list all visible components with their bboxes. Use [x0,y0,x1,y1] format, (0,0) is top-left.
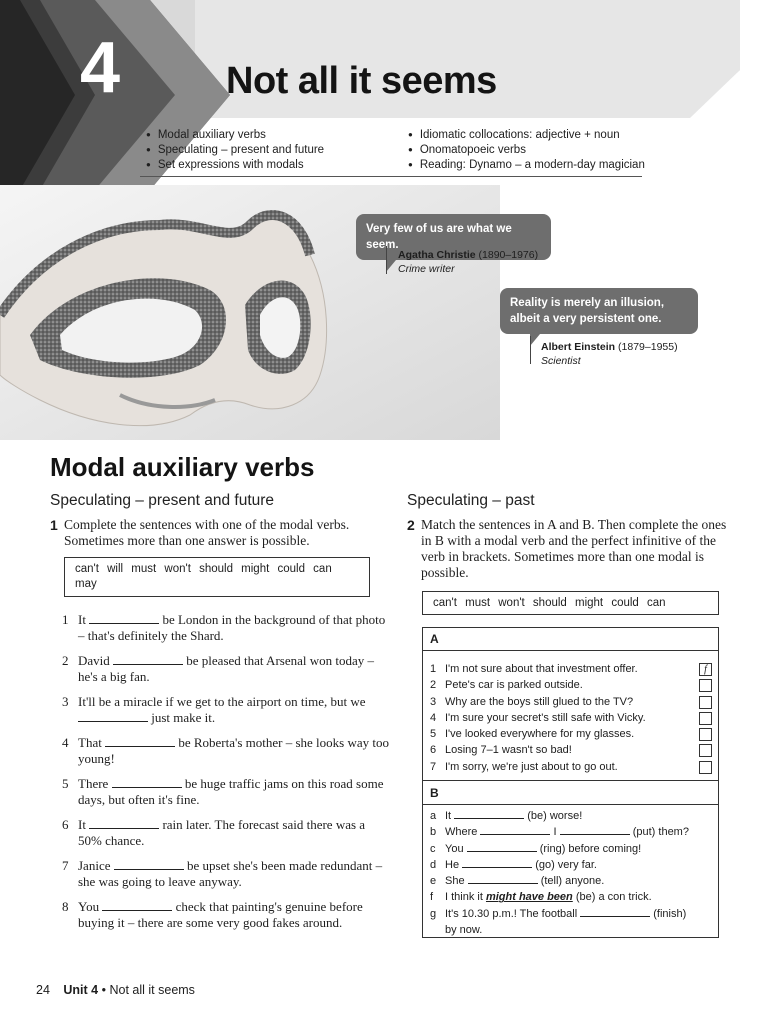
item-text: It [445,810,452,822]
answer-blank[interactable] [114,858,184,870]
answer-blank[interactable] [580,906,650,917]
item-number: 2 [62,653,69,668]
author-years: (1879–1955) [618,341,678,353]
item-number: 3 [62,694,69,709]
item-letter: b [430,826,437,839]
item-text: by now. [445,924,483,937]
table-divider [423,650,718,651]
list-item [62,776,392,808]
list-item [430,889,712,905]
answer-blank[interactable] [480,824,550,835]
table-divider [423,780,718,781]
exercise-number: 1 [50,517,58,533]
answer-checkbox[interactable] [699,679,712,692]
part-a-list [430,661,712,775]
item-number: 4 [430,711,437,724]
list-item [430,906,712,939]
item-text: rain later. The forecast said there was a 50% chance. [78,817,366,848]
topic-item: ● Idiomatic collocations: adjective + noun [408,128,645,143]
list-item [62,899,392,931]
exercise-number: 2 [407,517,415,533]
item-text: I'm sure your secret's still safe with Vicky. [445,711,646,724]
list-item [430,726,712,742]
item-text: There [78,776,109,791]
item-number: 4 [62,735,69,750]
item-number: 2 [430,679,437,692]
part-b-list [430,808,712,938]
answer-blank[interactable] [105,735,175,747]
item-text: It [78,612,86,627]
item-text: (ring) before coming! [539,842,642,855]
item-number: 1 [430,663,437,675]
topics-right-list [408,128,645,173]
item-text: It [78,817,86,832]
answer-blank[interactable] [89,612,159,624]
item-text: Janice [78,858,111,873]
item-text: (tell) anyone. [540,875,605,888]
footer-title: Not all it seems [109,983,195,997]
answer-blank[interactable] [454,808,524,819]
list-item [430,759,712,775]
answer-checkbox[interactable] [699,712,712,725]
item-number: 7 [62,858,69,873]
list-item [62,653,392,685]
footer-unit: Unit 4 [63,983,99,997]
list-item [430,824,712,840]
answer-blank[interactable] [468,873,538,884]
item-text: I'm sorry, we're just about to go out. [445,760,618,773]
topic-item: ● Speculating – present and future [146,143,324,158]
item-text: It's 10.30 p.m.! The football [445,907,578,920]
item-letter: c [430,842,436,855]
header-divider [140,176,642,177]
item-text: Where [445,826,478,839]
item-text: I think it [445,891,483,904]
answer-blank[interactable] [102,899,172,911]
item-text: I've looked everywhere for my glasses. [445,728,635,741]
item-text: be upset she's been made redundant – she was going to leave anyway. [78,858,383,889]
item-text: (put) them? [632,826,689,839]
answer-checkbox[interactable]: f [699,663,712,676]
topics-left-list [146,128,324,173]
item-text: David [78,653,110,668]
item-text: Losing 7–1 wasn't so bad! [445,744,572,757]
list-item [430,857,712,873]
page-number: 24 [36,983,50,997]
answer-blank[interactable] [462,857,532,868]
exercise-1-instructions [50,517,370,549]
list-item [62,612,392,644]
list-item [62,735,392,767]
quote-tail [386,246,387,274]
answer-blank[interactable] [467,841,537,852]
table-divider [423,804,718,805]
item-text: You [445,842,464,855]
quote-bubble-einstein: Reality is merely an illusion, albeit a very persistent one. [500,288,698,334]
answer-checkbox[interactable] [699,696,712,709]
item-text: Pete's car is parked outside. [445,679,583,692]
item-number: 3 [430,695,437,708]
exercise-2-instructions [407,517,737,581]
topic-item: ● Modal auxiliary verbs [146,128,324,143]
item-text: just make it. [151,710,216,725]
author-name: Agatha Christie [398,249,476,261]
item-number: 8 [62,899,69,914]
list-item [430,873,712,889]
item-number: 7 [430,760,437,773]
exercise-1-list [62,612,392,940]
item-number: 6 [430,744,437,757]
part-a-label: A [430,632,439,646]
author-role: Crime writer [398,263,455,275]
unit-title: Not all it seems [226,60,497,102]
answer-blank[interactable] [560,824,630,835]
list-item [430,841,712,857]
list-item [62,694,392,726]
author-name: Albert Einstein [541,341,616,353]
list-item [62,858,392,890]
answer-blank[interactable] [89,817,159,829]
item-number: 5 [62,776,69,791]
item-text: (go) very far. [535,858,597,871]
list-item [62,817,392,849]
modal-word-box-1: can't will must won't should might could can may [64,557,370,597]
topic-item: ● Set expressions with modals [146,158,324,173]
quote-tail [530,336,531,364]
item-text: be huge traffic jams on this road some days, but often it's fine. [78,776,384,807]
list-item [430,710,712,726]
item-text: You [78,899,100,914]
list-item [430,742,712,758]
item-text: I [553,826,557,839]
item-text: check that painting's genuine before buying it – there are some very good fakes around. [78,899,363,930]
item-letter: f [430,891,434,904]
item-letter: d [430,858,437,871]
item-text: She [445,875,465,888]
item-number: 5 [430,728,437,741]
subheading-present-future: Speculating – present and future [50,492,275,509]
matching-table [422,627,719,938]
author-role: Scientist [541,355,581,367]
answer-blank[interactable] [113,653,183,665]
answer-blank[interactable] [78,710,148,722]
subheading-past: Speculating – past [407,492,535,509]
list-item [430,694,712,710]
item-letter: e [430,875,437,888]
instruction-text: Match the sentences in A and B. Then complete the ones in B with a modal verb and the perfect infinitive of the verb in brackets. Sometimes more than one modal is possible. [421,517,727,580]
item-number: 6 [62,817,69,832]
list-item [430,661,712,677]
section-heading: Modal auxiliary verbs [50,452,315,482]
list-item [430,808,712,824]
item-number: 1 [62,612,69,627]
list-item [430,677,712,693]
answer-checkbox[interactable] [699,728,712,741]
answer-checkbox[interactable] [699,744,712,757]
item-text: (be) worse! [527,810,583,822]
part-b-label: B [430,786,439,800]
example-answer: might have been [485,891,573,904]
topic-item: ● Onomatopoeic verbs [408,143,645,158]
answer-checkbox[interactable] [699,761,712,774]
topic-item: ● Reading: Dynamo – a modern-day magician [408,158,645,173]
item-text: He [445,858,460,871]
item-text: (be) a con trick. [575,891,652,904]
instruction-text: Complete the sentences with one of the modal verbs. Sometimes more than one answer is possible. [64,517,350,548]
page-footer [36,983,195,997]
item-text: Why are the boys still glued to the TV? [445,695,634,708]
quote-author-einstein [541,340,678,368]
author-years: (1890–1976) [478,249,539,261]
item-text: be pleased that Arsenal won today – he's a big fan. [78,653,375,684]
item-letter: g [430,907,437,920]
item-text: It'll be a miracle if we get to the airport on time, but we [78,694,366,709]
modal-word-box-2: can't must won't should might could can [422,591,719,615]
item-text: be Roberta's mother – she looks way too young! [78,735,389,766]
quote-author-christie [398,248,538,276]
quote-bubble-christie: Very few of us are what we seem. [356,214,551,260]
item-text: be London in the background of that photo – that's definitely the Shard. [78,612,386,643]
footer-separator: • [101,983,106,997]
unit-number: 4 [80,28,121,108]
answer-blank[interactable] [112,776,182,788]
item-text: (finish) [653,907,687,920]
item-text: That [78,735,102,750]
item-letter: a [430,810,437,822]
item-text: I'm not sure about that investment offer. [445,663,638,675]
